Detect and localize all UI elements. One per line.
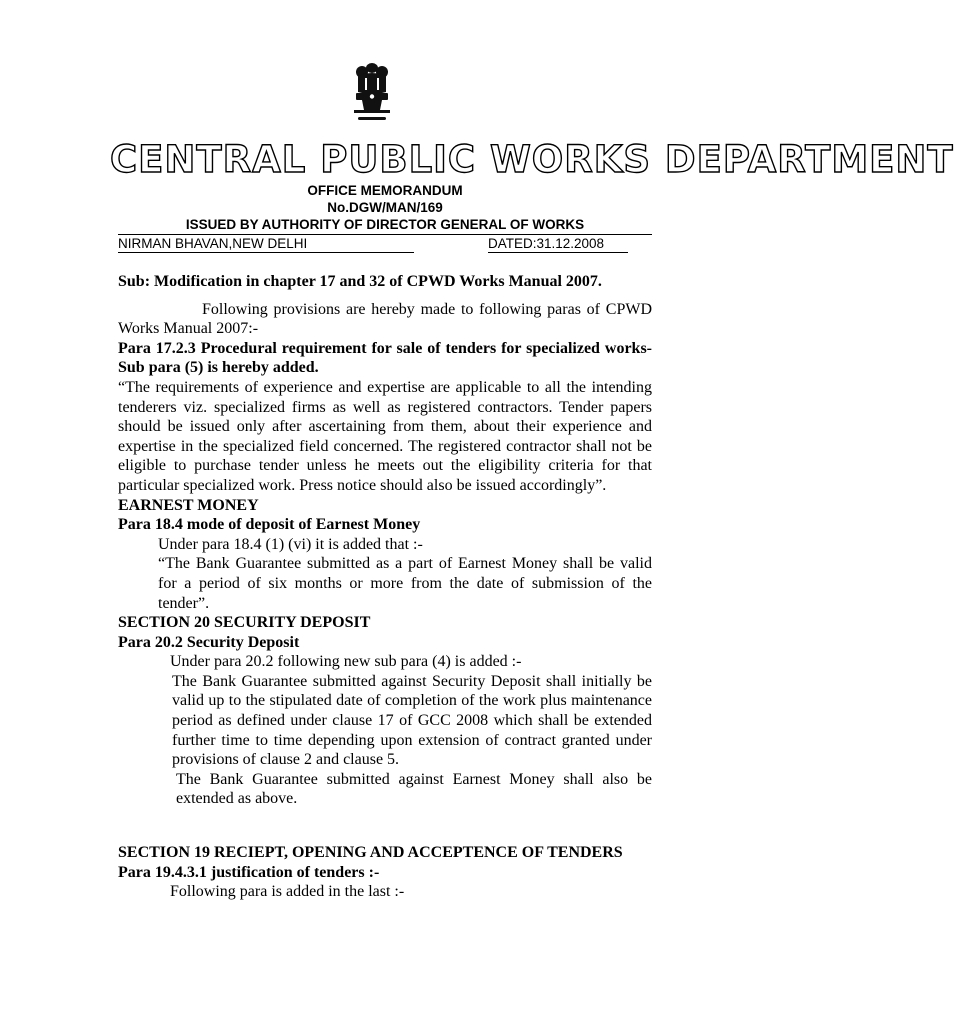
memo-type: OFFICE MEMORANDUM	[307, 183, 463, 198]
para-20-text-2: The Bank Guarantee submitted against Earnest Money shall also be extended as above.	[176, 770, 652, 808]
para-18-line: Under para 18.4 (1) (vi) it is added that :-	[158, 535, 423, 553]
issue-location: NIRMAN BHAVAN,NEW DELHI	[118, 236, 414, 253]
memo-number: No.DGW/MAN/169	[327, 200, 443, 215]
para-19-heading: Para 19.4.3.1 justification of tenders :-	[118, 863, 380, 881]
section-spacer	[118, 809, 652, 843]
national-emblem-icon	[348, 60, 396, 130]
para-17-heading: Para 17.2.3 Procedural requirement for sale of tenders for specialized works-Sub para (5) is hereby added.	[118, 339, 652, 377]
issuing-authority: ISSUED BY AUTHORITY OF DIRECTOR GENERAL OF WORKS	[185, 217, 585, 232]
section-20-heading: SECTION 20 SECURITY DEPOSIT	[118, 614, 371, 632]
para-20-heading: Para 20.2 Security Deposit	[118, 633, 300, 651]
para-17-text: “The requirements of experience and expertise are applicable to all the intending tenderers viz. specialized firms as well as registered contractors. Tender papers should be issued only after ascertaining from them, about their experience and expertise in the specialized field concerned. The registered contractor shall not be eligible to purchase tender unless he meets out the eligibility criteria for that particular specialized work. Press notice should also be issued accordingly”.	[118, 378, 652, 494]
para-20-line: Under para 20.2 following new sub para (4) is added :-	[170, 653, 522, 671]
header-divider	[118, 234, 652, 235]
subject-line: Sub: Modification in chapter 17 and 32 of CPWD Works Manual 2007.	[118, 273, 602, 290]
department-title: CENTRAL PUBLIC WORKS DEPARTMENT	[110, 138, 954, 181]
para-18-text: “The Bank Guarantee submitted as a part of Earnest Money shall be valid for a period of six months or more from the date of submission of the tender”.	[158, 555, 652, 612]
memo-body	[118, 272, 652, 902]
earnest-money-heading: EARNEST MONEY	[118, 496, 259, 514]
intro-paragraph: Following provisions are hereby made to following paras of CPWD Works Manual 2007:-	[118, 300, 652, 338]
issue-date: DATED:31.12.2008	[488, 236, 628, 253]
section-19-heading: SECTION 19 RECIEPT, OPENING AND ACCEPTENCE OF TENDERS	[118, 844, 623, 862]
para-18-heading: Para 18.4 mode of deposit of Earnest Money	[118, 516, 421, 534]
para-20-text-1: The Bank Guarantee submitted against Security Deposit shall initially be valid up to the stipulated date of completion of the work plus maintenance period as defined under clause 17 of GCC 2008 which shall be extended further time to time depending upon extension of contract granted under provisions of clause 2 and clause 5.	[172, 672, 652, 769]
para-19-line: Following para is added in the last :-	[170, 883, 405, 901]
